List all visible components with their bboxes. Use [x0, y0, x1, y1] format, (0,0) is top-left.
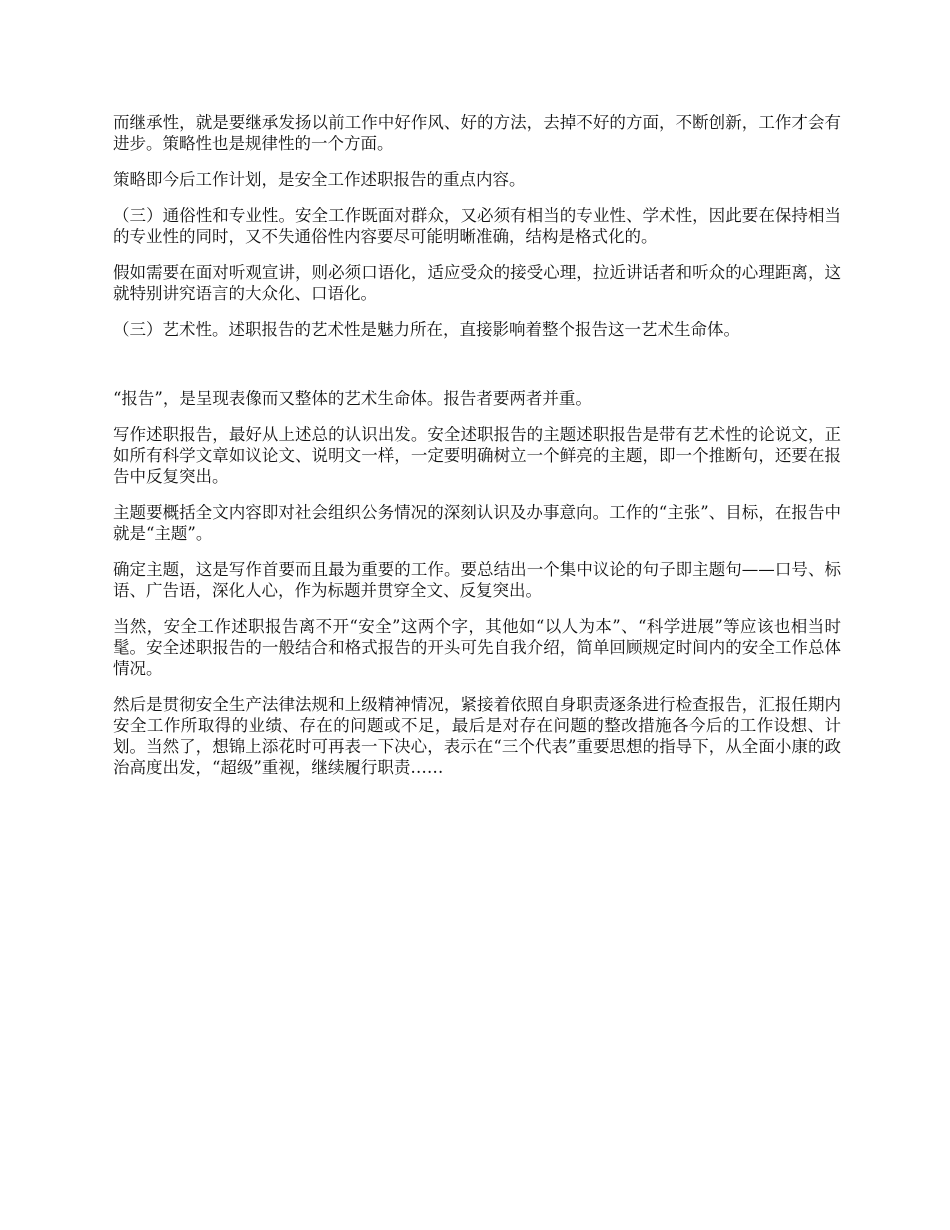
paragraph: 写作述职报告，最好从上述总的认识出发。安全述职报告的主题述职报告是带有艺术性的论说文，正如所有科学文章如议论文、说明文一样，一定要明确树立一个鲜亮的主题，即一个推断句，还要在报告中反复突出。 — [113, 425, 841, 486]
paragraph: 策略即今后工作计划，是安全工作述职报告的重点内容。 — [113, 170, 526, 189]
paragraph: 假如需要在面对听观宣讲，则必须口语化，适应受众的接受心理，拉近讲话者和听众的心理距离，这就特别讲究语言的大众化、口语化。 — [113, 263, 841, 303]
paragraph: （三）通俗性和专业性。安全工作既面对群众，又必须有相当的专业性、学术性，因此要在保持相当的专业性的同时，又不失通俗性内容要尽可能明晰准确，结构是格式化的。 — [113, 206, 841, 246]
paragraph: 主题要概括全文内容即对社会组织公务情况的深刻认识及办事意向。工作的“主张”、目标，在报告中就是“主题”。 — [113, 503, 841, 543]
paragraph: 而继承性，就是要继承发扬以前工作中好作风、好的方法，去掉不好的方面，不断创新，工作才会有进步。策略性也是规律性的一个方面。 — [113, 113, 841, 153]
document-body — [113, 112, 841, 793]
paragraph: （三）艺术性。述职报告的艺术性是魅力所在，直接影响着整个报告这一艺术生命体。 — [113, 320, 740, 339]
paragraph: 然后是贯彻安全生产法律法规和上级精神情况，紧接着依照自身职责逐条进行检查报告，汇报任期内安全工作所取得的业绩、存在的问题或不足，最后是对存在问题的整改措施各今后的工作设想、计划。当然了，想锦上添花时可再表一下决心，表示在“三个代表”重要思想的指导下，从全面小康的政治高度出发，“超级”重视，继续履行职责…… — [113, 695, 841, 777]
paragraph: “报告”，是呈现表像而又整体的艺术生命体。报告者要两者并重。 — [113, 389, 592, 408]
paragraph: 确定主题，这是写作首要而且最为重要的工作。要总结出一个集中议论的句子即主题句——口号、标语、广告语，深化人心，作为标题并贯穿全文、反复突出。 — [113, 560, 841, 600]
paragraph: 当然，安全工作述职报告离不开“安全”这两个字，其他如“以人为本”、“科学进展”等应该也相当时髦。安全述职报告的一般结合和格式报告的开头可先自我介绍，简单回顾规定时间内的安全工作总体情况。 — [113, 617, 841, 678]
